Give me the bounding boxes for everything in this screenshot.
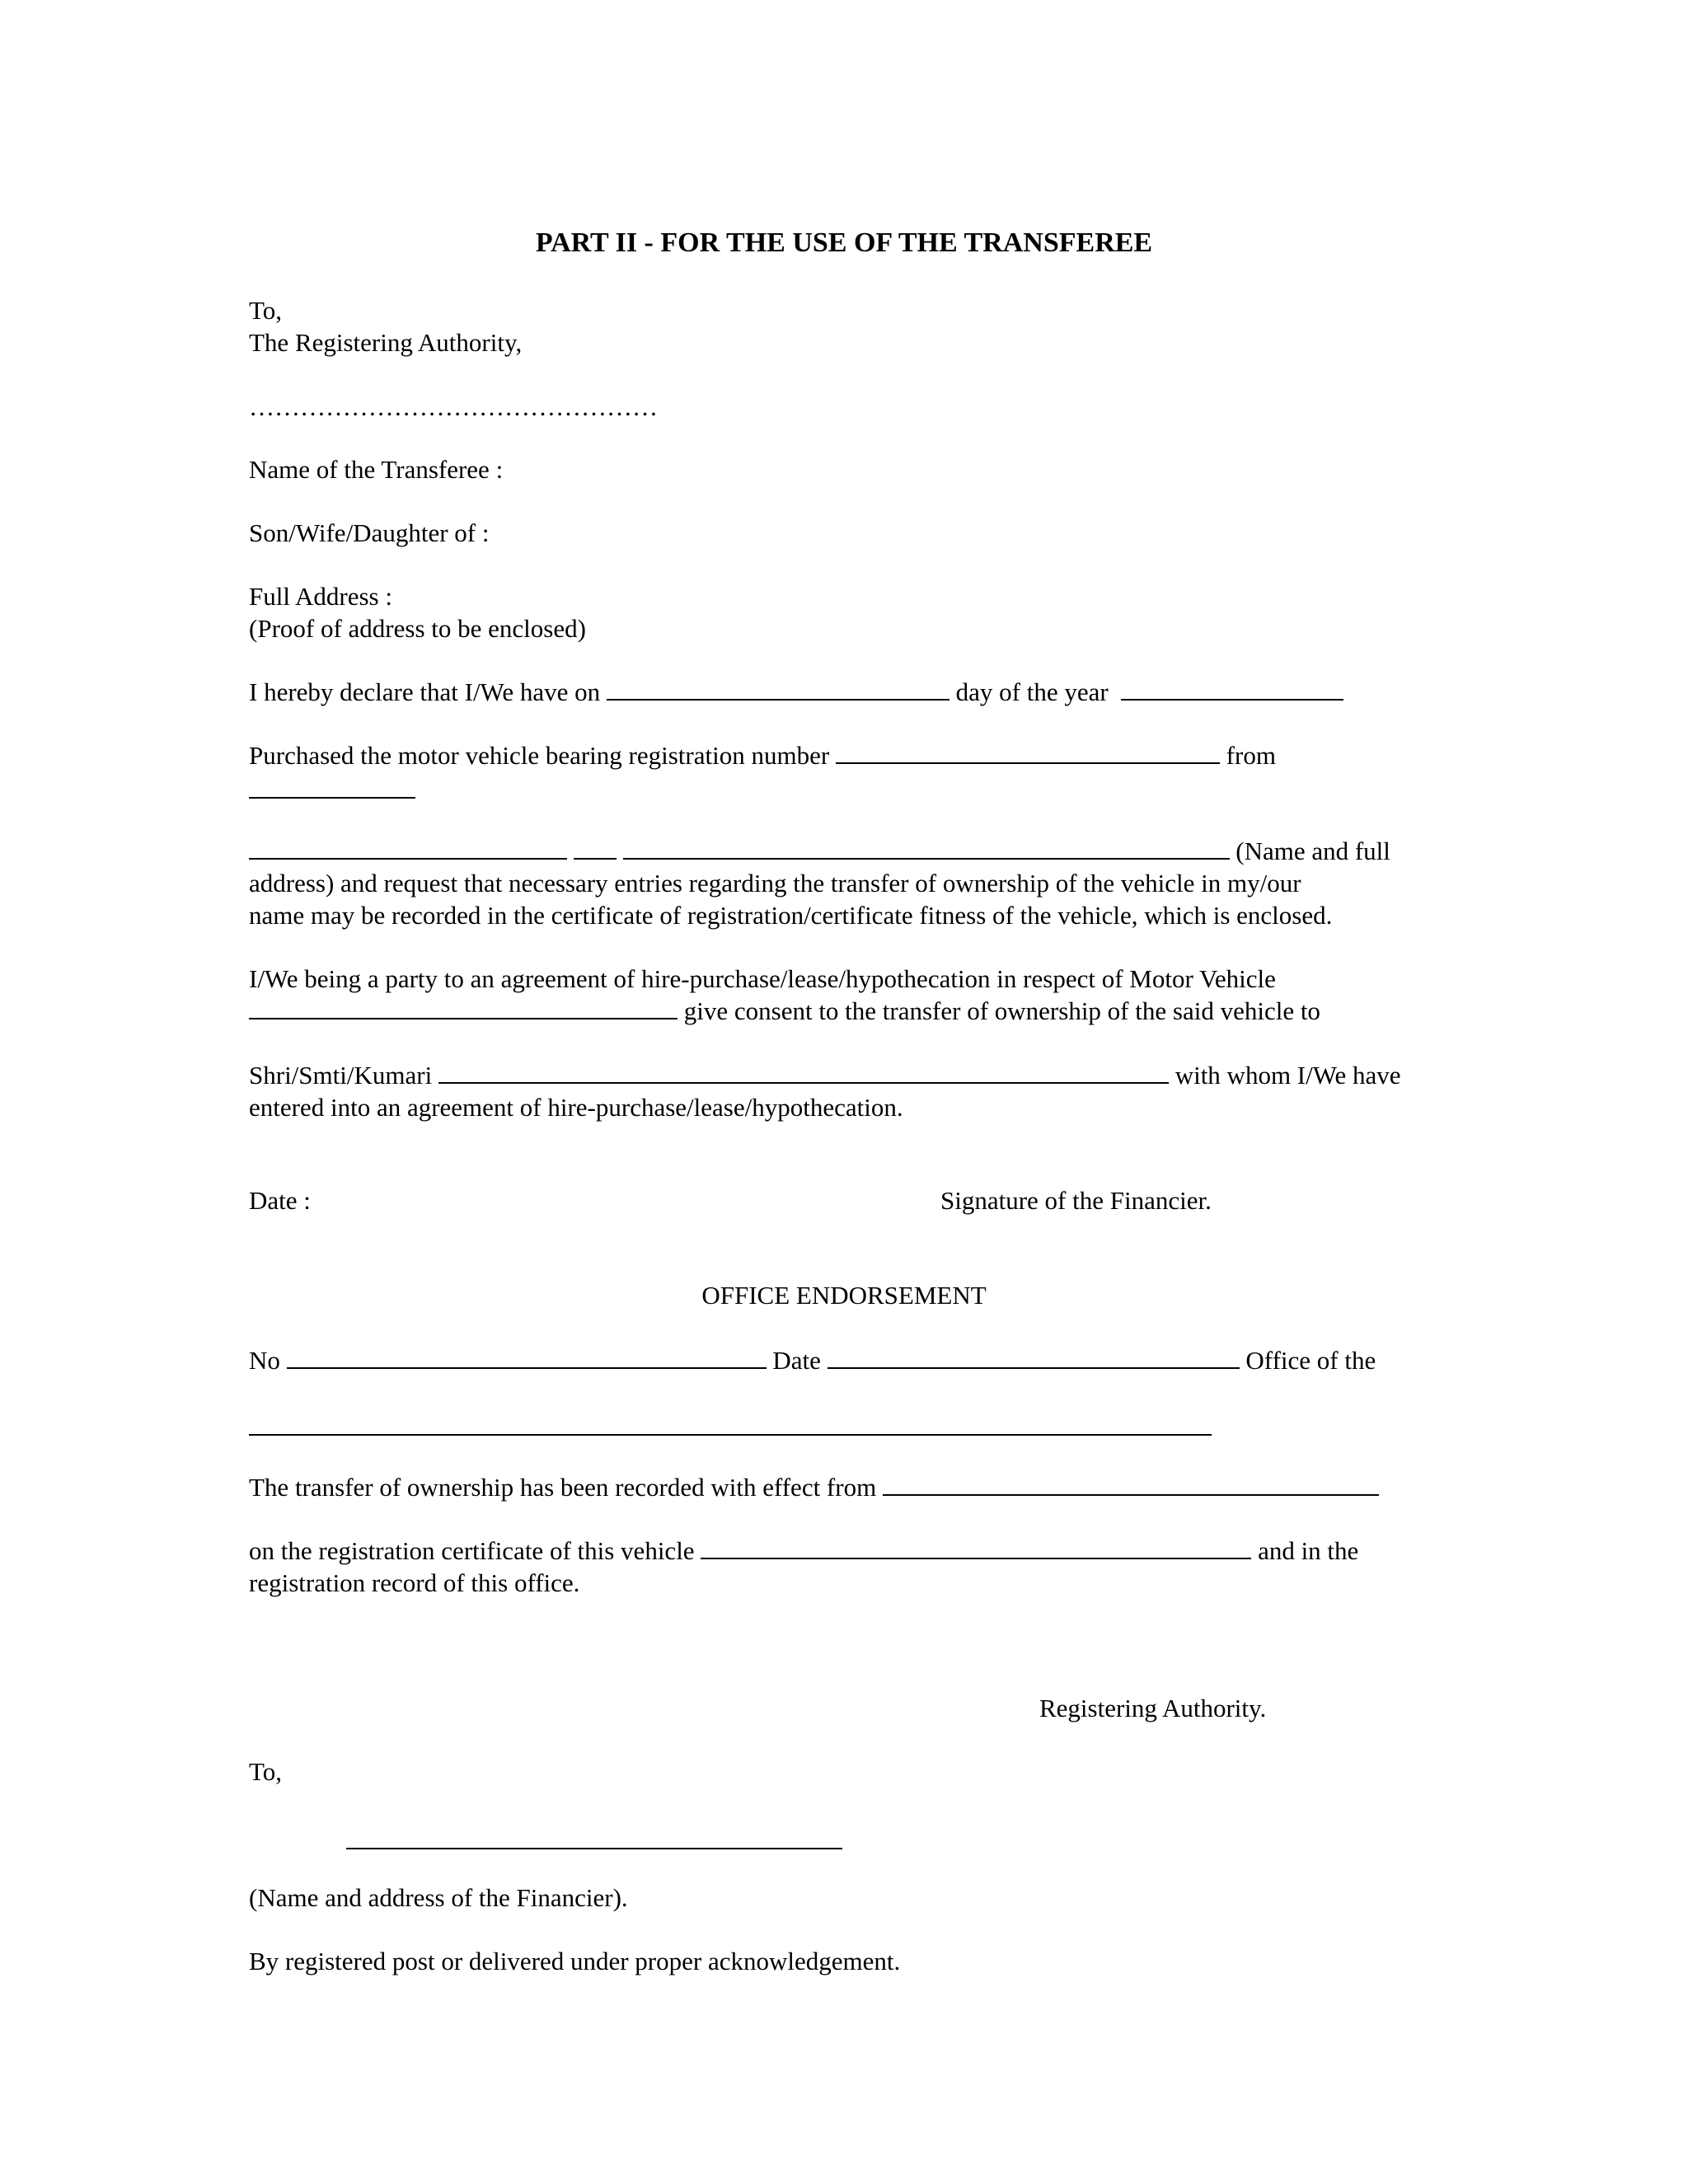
seller-text-1: (Name and full	[1229, 837, 1390, 865]
to-line: To,	[249, 296, 283, 325]
transfer-recorded-text: The transfer of ownership has been recorded with effect from	[249, 1473, 883, 1502]
motor-vehicle-blank[interactable]	[249, 996, 678, 1019]
purchase-year-blank[interactable]	[1121, 677, 1343, 701]
registration-line	[249, 1535, 1358, 1567]
office-endorsement-heading: OFFICE ENDORSEMENT	[701, 1281, 987, 1310]
address-proof-note: (Proof of address to be enclosed)	[249, 614, 586, 643]
transferee-name-label: Name of the Transferee :	[249, 455, 504, 484]
declaration-line	[249, 676, 1343, 708]
date-label: Date :	[249, 1186, 311, 1215]
registration-text-2: and in the	[1251, 1536, 1359, 1565]
registration-number-blank[interactable]	[836, 741, 1220, 764]
no-label: No	[249, 1346, 287, 1375]
financier-name-blank[interactable]	[438, 1061, 1169, 1084]
endorsement-date-label: Date	[766, 1346, 828, 1375]
purchase-line	[249, 739, 1276, 771]
shri-line	[249, 1059, 1401, 1091]
registering-authority-signature: Registering Authority.	[1039, 1694, 1267, 1722]
financier-address-label: (Name and address of the Financier).	[249, 1883, 628, 1912]
shri-text-2: with whom I/We have	[1168, 1061, 1401, 1090]
seller-name-blank-2[interactable]	[574, 837, 617, 860]
consent-text-2: give consent to the transfer of ownership of the said vehicle to	[678, 996, 1320, 1025]
effective-date-blank[interactable]	[883, 1473, 1379, 1496]
endorsement-date-blank[interactable]	[828, 1346, 1240, 1369]
declaration-text-1: I hereby declare that I/We have on	[249, 677, 607, 706]
office-name-blank[interactable]	[249, 1434, 1212, 1436]
consent-line-1: I/We being a party to an agreement of hire-purchase/lease/hypothecation in respect of Motor Vehicle	[249, 964, 1276, 993]
delivery-note: By registered post or delivered under proper acknowledgement.	[249, 1947, 901, 1975]
seller-name-blank-1[interactable]	[249, 837, 567, 860]
authority-line: The Registering Authority,	[249, 328, 523, 357]
shri-text-1: Shri/Smti/Kumari	[249, 1061, 438, 1090]
office-label: Office of the	[1239, 1346, 1376, 1375]
seller-line	[249, 835, 1390, 867]
declaration-text-2: day of the year	[949, 677, 1122, 706]
financier-signature-label: Signature of the Financier.	[940, 1186, 1212, 1215]
registration-text-1: on the registration certificate of this vehicle	[249, 1536, 701, 1565]
purchase-date-blank[interactable]	[607, 677, 950, 701]
dotted-line: …………………………………………	[249, 392, 658, 421]
consent-line-2	[249, 995, 1320, 1027]
seller-text-line-3: name may be recorded in the certificate of registration/certificate fitness of the vehicle, which is enclosed.	[249, 901, 1333, 930]
address-label: Full Address :	[249, 582, 392, 611]
shri-text-line-2: entered into an agreement of hire-purchase/lease/hypothecation.	[249, 1093, 903, 1122]
to-line-2: To,	[249, 1757, 283, 1786]
seller-blank-1[interactable]	[249, 797, 415, 799]
vehicle-registration-blank[interactable]	[701, 1536, 1251, 1559]
endorsement-number-blank[interactable]	[287, 1346, 767, 1369]
transfer-recorded-line	[249, 1471, 1379, 1503]
purchase-text-2: from	[1219, 741, 1276, 770]
purchase-text-1: Purchased the motor vehicle bearing registration number	[249, 741, 836, 770]
seller-address-blank[interactable]	[623, 837, 1230, 860]
financier-address-blank[interactable]	[346, 1848, 842, 1849]
page-title: PART II - FOR THE USE OF THE TRANSFEREE	[535, 227, 1153, 258]
seller-text-line-2: address) and request that necessary entries regarding the transfer of ownership of the vehicle in my/our	[249, 869, 1301, 898]
endorsement-line	[249, 1344, 1376, 1376]
relation-label: Son/Wife/Daughter of :	[249, 518, 490, 547]
registration-text-line-2: registration record of this office.	[249, 1568, 580, 1597]
